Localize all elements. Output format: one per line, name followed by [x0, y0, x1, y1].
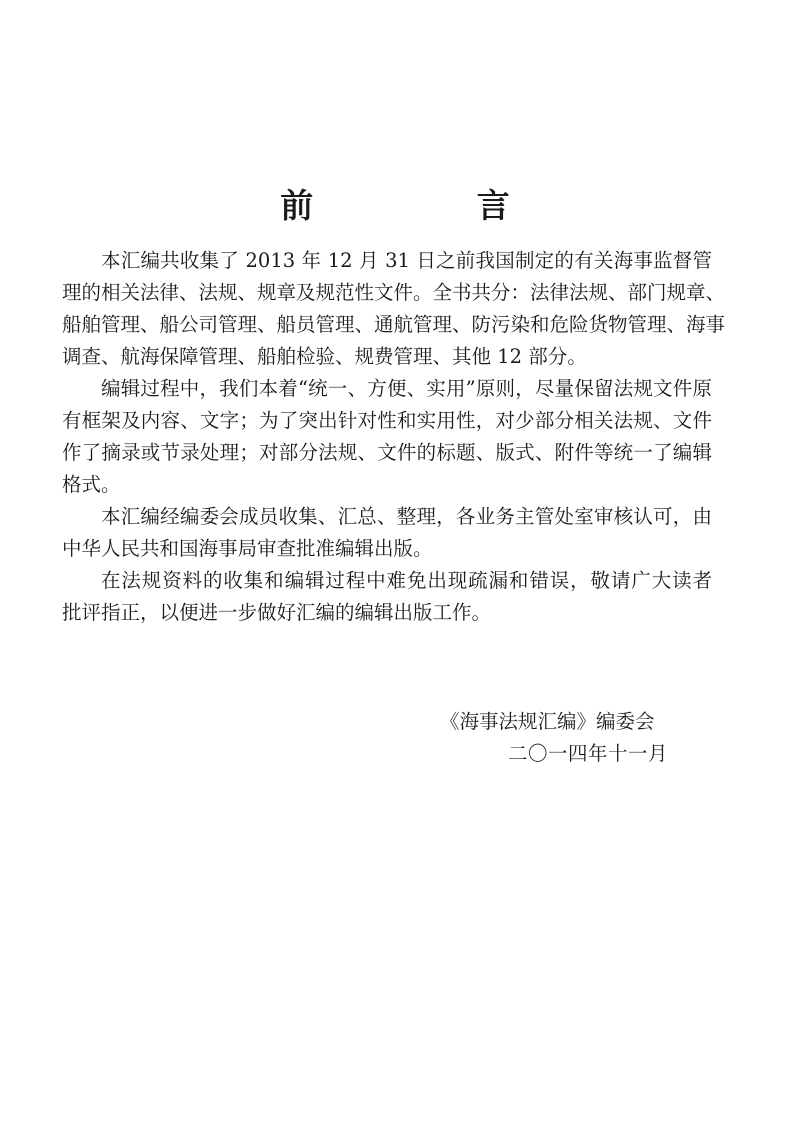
paragraph-4-line-1: 在法规资料的收集和编辑过程中难免出现疏漏和错误，敬请广大读者	[101, 569, 712, 592]
paragraph-1-line-1: 本汇编共收集了 2013 年 12 月 31 日之前我国制定的有关海事监督管	[101, 249, 712, 272]
paragraph-2-line-3: 作了摘录或节录处理；对部分法规、文件的标题、版式、附件等统一了编辑	[62, 441, 712, 464]
paragraph-2-line-4: 格式。	[62, 473, 121, 496]
paragraph-1-line-3: 船舶管理、船公司管理、船员管理、通航管理、防污染和危险货物管理、海事	[62, 313, 726, 336]
preface-body	[62, 245, 726, 629]
signature-org: 《海事法规汇编》编委会	[440, 710, 655, 733]
paragraph-3-line-2: 中华人民共和国海事局审查批准编辑出版。	[62, 537, 433, 560]
paragraph-2-line-2: 有框架及内容、文字；为了突出针对性和实用性，对少部分相关法规、文件	[62, 409, 712, 432]
signature-date: 二〇一四年十一月	[508, 742, 669, 765]
paragraph-1-line-4: 调查、航海保障管理、船舶检验、规费管理、其他 12 部分。	[62, 345, 587, 368]
paragraph-4-line-2: 批评指正，以便进一步做好汇编的编辑出版工作。	[62, 601, 492, 624]
paragraph-1-line-2: 理的相关法律、法规、规章及规范性文件。全书共分：法律法规、部门规章、	[62, 281, 726, 304]
paragraph-2-line-1: 编辑过程中，我们本着“统一、方便、实用”原则，尽量保留法规文件原	[101, 377, 712, 400]
signature-block	[440, 706, 680, 770]
paragraph-3-line-1: 本汇编经编委会成员收集、汇总、整理，各业务主管处室审核认可，由	[101, 505, 712, 528]
page-title: 前 言	[280, 186, 586, 225]
